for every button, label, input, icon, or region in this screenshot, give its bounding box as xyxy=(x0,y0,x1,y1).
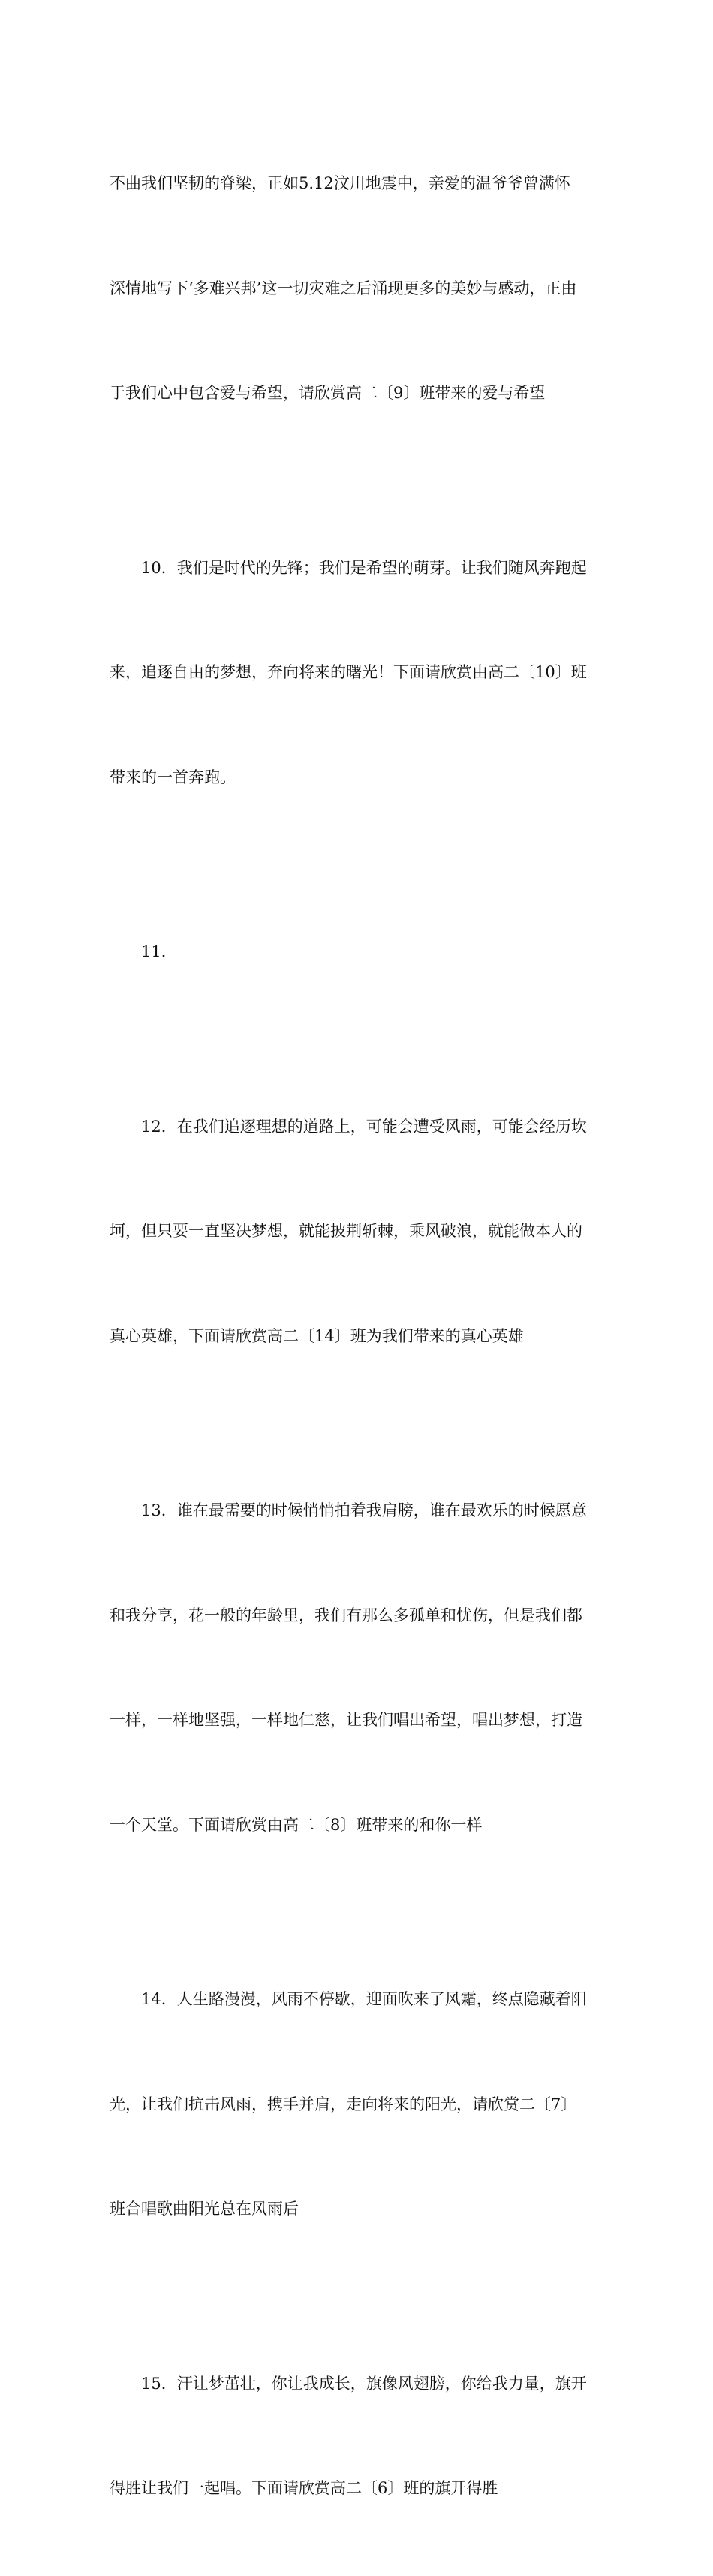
text-line: 和我分享，花一般的年龄里，我们有那么多孤单和忧伤，但是我们都 xyxy=(110,1606,582,1624)
text-line: 光，让我们抗击风雨，携手并肩，走向将来的阳光，请欣赏二〔7〕 xyxy=(110,2095,577,2113)
text-line: 得胜让我们一起唱。下面请欣赏高二〔6〕班的旗开得胜 xyxy=(110,2479,498,2497)
text-line: 真心英雄，下面请欣赏高二〔14〕班为我们带来的真心英雄 xyxy=(110,1326,524,1345)
body-text xyxy=(110,96,605,2576)
text-line: 一个天堂。下面请欣赏由高二〔8〕班带来的和你一样 xyxy=(110,1815,483,1834)
text-line: 14．人生路漫漫，风雨不停歇，迎面吹来了风霜，终点隐藏着阳 xyxy=(141,1990,587,2008)
paragraph-item-11 xyxy=(110,864,605,1039)
paragraph-continuation xyxy=(110,96,605,481)
text-line: 来，追逐自由的梦想，奔向将来的曙光！下面请欣赏由高二〔10〕班 xyxy=(110,663,587,681)
text-line: 深情地写下‘多难兴邦’这一切灾难之后涌现更多的美妙与感动，正由 xyxy=(110,279,577,297)
text-line: 10．我们是时代的先锋；我们是希望的萌芽。让我们随风奔跑起 xyxy=(141,558,587,577)
paragraph-item-14 xyxy=(110,1912,605,2297)
paragraph-item-12 xyxy=(110,1039,605,1424)
paragraph-item-15 xyxy=(110,2297,605,2576)
paragraph-item-13 xyxy=(110,1423,605,1912)
text-line: 13．谁在最需要的时候悄悄拍着我肩膀，谁在最欢乐的时候愿意 xyxy=(141,1501,587,1519)
text-line: 11． xyxy=(141,943,177,961)
text-line: 班合唱歌曲阳光总在风雨后 xyxy=(110,2200,299,2218)
text-line: 12．在我们追逐理想的道路上，可能会遭受风雨，可能会经历坎 xyxy=(141,1117,587,1136)
text-line: 坷，但只要一直坚决梦想，就能披荆斩棘，乘风破浪，就能做本人的 xyxy=(110,1222,582,1240)
text-line: 带来的一首奔跑。 xyxy=(110,768,236,786)
text-line: 不曲我们坚韧的脊梁，正如5.12汶川地震中，亲爱的温爷爷曾满怀 xyxy=(110,174,570,192)
text-line: 一样，一样地坚强，一样地仁慈，让我们唱出希望，唱出梦想，打造 xyxy=(110,1711,582,1729)
text-line: 于我们心中包含爱与希望，请欣赏高二〔9〕班带来的爱与希望 xyxy=(110,384,546,402)
text-line: 15．汗让梦茁壮，你让我成长，旗像风翅膀，你给我力量，旗开 xyxy=(141,2374,587,2393)
paragraph-item-10 xyxy=(110,481,605,865)
